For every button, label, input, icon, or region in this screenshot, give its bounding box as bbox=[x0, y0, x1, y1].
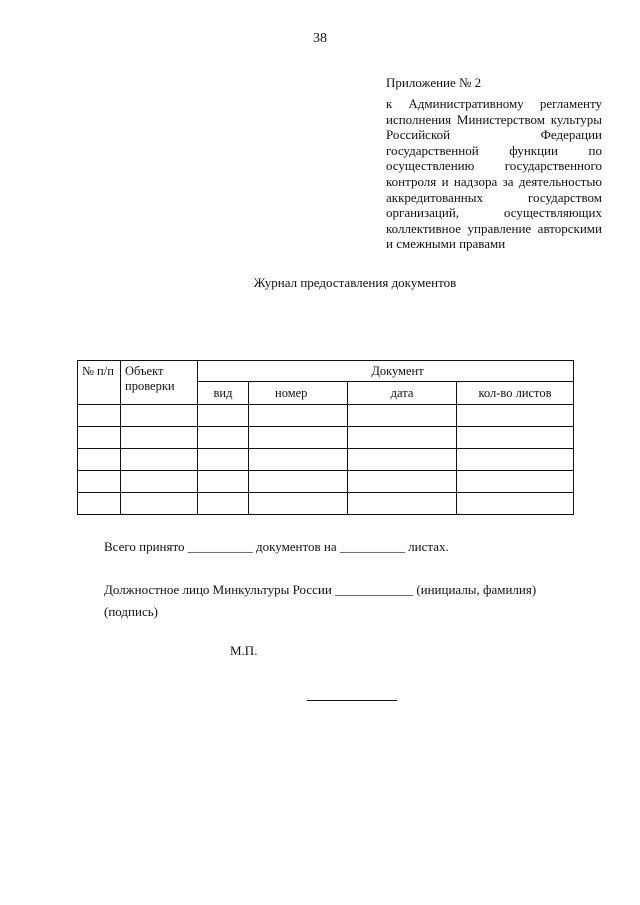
table-cell bbox=[249, 405, 348, 427]
table-row bbox=[78, 449, 574, 471]
table-cell bbox=[249, 449, 348, 471]
table-cell bbox=[198, 471, 249, 493]
table-cell bbox=[121, 449, 198, 471]
table-cell bbox=[78, 405, 121, 427]
table-cell bbox=[78, 449, 121, 471]
stamp-label: М.П. bbox=[230, 643, 258, 658]
table-cell bbox=[121, 405, 198, 427]
table-cell bbox=[78, 493, 121, 515]
table-cell bbox=[78, 471, 121, 493]
table-cell bbox=[457, 427, 574, 449]
table-cell bbox=[249, 471, 348, 493]
documents-summary: Всего принято __________ документов на __________ листах. bbox=[104, 539, 449, 554]
column-header-doc-number: номер bbox=[249, 382, 348, 405]
appendix-title: Приложение № 2 bbox=[386, 75, 482, 90]
table-cell bbox=[198, 427, 249, 449]
table-row bbox=[78, 493, 574, 515]
table-row bbox=[78, 427, 574, 449]
column-header-sheet-count: кол-во листов bbox=[457, 382, 574, 405]
appendix-reference: к Административному регламенту исполнения Министерством культуры Российской Федерации государственной функции по осуществлению государственного контроля и надзора за деятельностью аккредитованных государством организаций, осуществляющих коллективное управление авторскими и смежными правами bbox=[386, 96, 602, 252]
table-cell bbox=[121, 471, 198, 493]
table-cell bbox=[457, 449, 574, 471]
journal-title: Журнал предоставления документов bbox=[253, 275, 457, 290]
table-cell bbox=[198, 493, 249, 515]
page-number: 38 bbox=[313, 31, 327, 46]
table-cell bbox=[457, 493, 574, 515]
column-header-object: Объект проверки bbox=[121, 361, 198, 405]
table-cell bbox=[198, 449, 249, 471]
table-cell bbox=[249, 427, 348, 449]
table-cell bbox=[348, 427, 457, 449]
table-cell bbox=[457, 471, 574, 493]
table-cell bbox=[348, 493, 457, 515]
column-header-document: Документ bbox=[198, 361, 574, 382]
documents-table bbox=[77, 360, 574, 515]
table-row bbox=[78, 471, 574, 493]
table-row bbox=[78, 405, 574, 427]
column-header-date: дата bbox=[348, 382, 457, 405]
table-cell bbox=[348, 405, 457, 427]
column-header-type: вид bbox=[198, 382, 249, 405]
table-cell bbox=[457, 405, 574, 427]
table-cell bbox=[348, 449, 457, 471]
table-cell bbox=[348, 471, 457, 493]
signature-label: (подпись) bbox=[104, 604, 158, 619]
table-cell bbox=[78, 427, 121, 449]
table-cell bbox=[121, 427, 198, 449]
official-signature-line: Должностное лицо Минкультуры России ____________ (инициалы, фамилия) bbox=[104, 582, 537, 597]
table-cell bbox=[121, 493, 198, 515]
signature-blank-line bbox=[307, 700, 397, 701]
table-cell bbox=[249, 493, 348, 515]
column-header-number: № п/п bbox=[78, 361, 121, 405]
table-cell bbox=[198, 405, 249, 427]
